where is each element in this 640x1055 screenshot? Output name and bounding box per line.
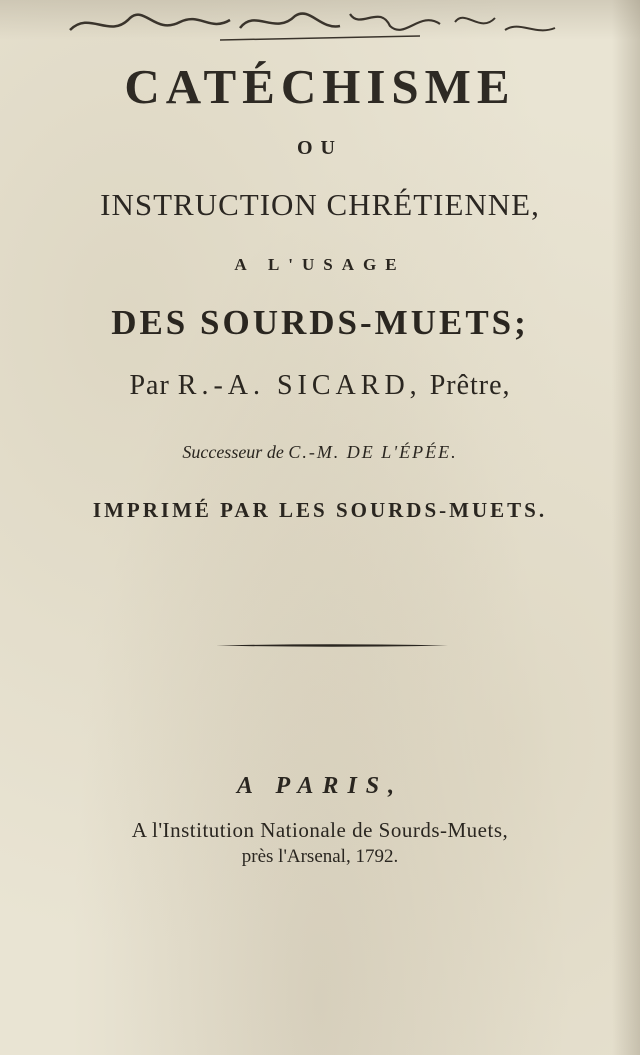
book-title: CATÉCHISME	[124, 59, 516, 114]
successor-prefix: Successeur de	[182, 442, 284, 462]
imprint-location-date: près l'Arsenal, 1792.	[241, 846, 399, 867]
usage-line: A L'USAGE	[234, 255, 406, 274]
author-prefix: Par	[129, 370, 170, 401]
handwritten-inscription	[60, 0, 580, 48]
author-name: R.-A. SICARD,	[177, 370, 422, 401]
successor-name: C.-M. DE L'ÉPÉE.	[288, 442, 458, 462]
imprint-institution: A l'Institution Nationale de Sourds-Muets,	[131, 818, 509, 842]
successor-line	[0, 442, 640, 463]
title-conjunction: OU	[297, 137, 343, 159]
book-subtitle: INSTRUCTION CHRÉTIENNE,	[100, 187, 540, 222]
printer-line: IMPRIMÉ PAR LES SOURDS-MUETS.	[92, 498, 548, 522]
ornamental-rule	[216, 643, 448, 648]
audience-line: DES SOURDS-MUETS;	[111, 303, 529, 342]
author-line	[0, 370, 640, 402]
imprint-place: A PARIS,	[236, 773, 404, 799]
author-title: Prêtre,	[429, 370, 511, 401]
